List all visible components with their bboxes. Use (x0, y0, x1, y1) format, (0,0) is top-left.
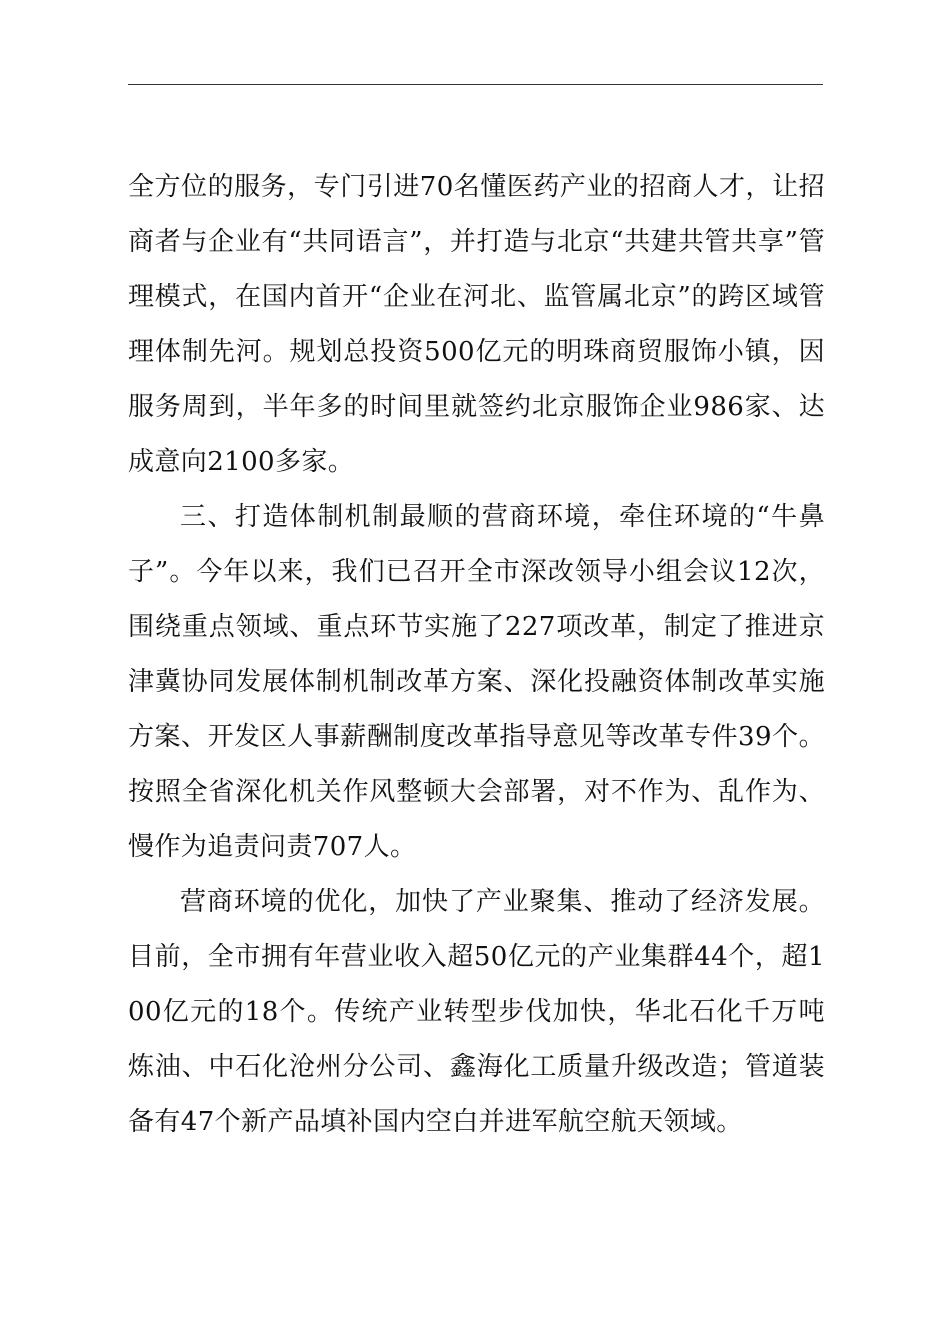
document-body (128, 160, 825, 1150)
paragraph-1: 全方位的服务，专门引进70名懂医药产业的招商人才，让招商者与企业有“共同语言”，并打造与北京“共建共管共享”管理模式，在国内首开“企业在河北、监管属北京”的跨区域管理体制先河。规划总投资500亿元的明珠商贸服饰小镇，因服务周到，半年多的时间里就签约北京服饰企业986家、达成意向2100多家。 (128, 172, 825, 477)
paragraph-3: 营商环境的优化，加快了产业聚集、推动了经济发展。目前，全市拥有年营业收入超50亿元的产业集群44个，超100亿元的18个。传统产业转型步伐加快，华北石化千万吨炼油、中石化沧州分公司、鑫海化工质量升级改造；管道装备有47个新产品填补国内空白并进军航空航天领域。 (128, 887, 825, 1137)
header-rule (128, 84, 823, 85)
paragraph-2: 三、打造体制机制最顺的营商环境，牵住环境的“牛鼻子”。今年以来，我们已召开全市深改领导小组会议12次，围绕重点领域、重点环节实施了227项改革，制定了推进京津冀协同发展体制机制改革方案、深化投融资体制改革实施方案、开发区人事薪酬制度改革指导意见等改革专件39个。按照全省深化机关作风整顿大会部署，对不作为、乱作为、慢作为追责问责707人。 (128, 502, 825, 862)
